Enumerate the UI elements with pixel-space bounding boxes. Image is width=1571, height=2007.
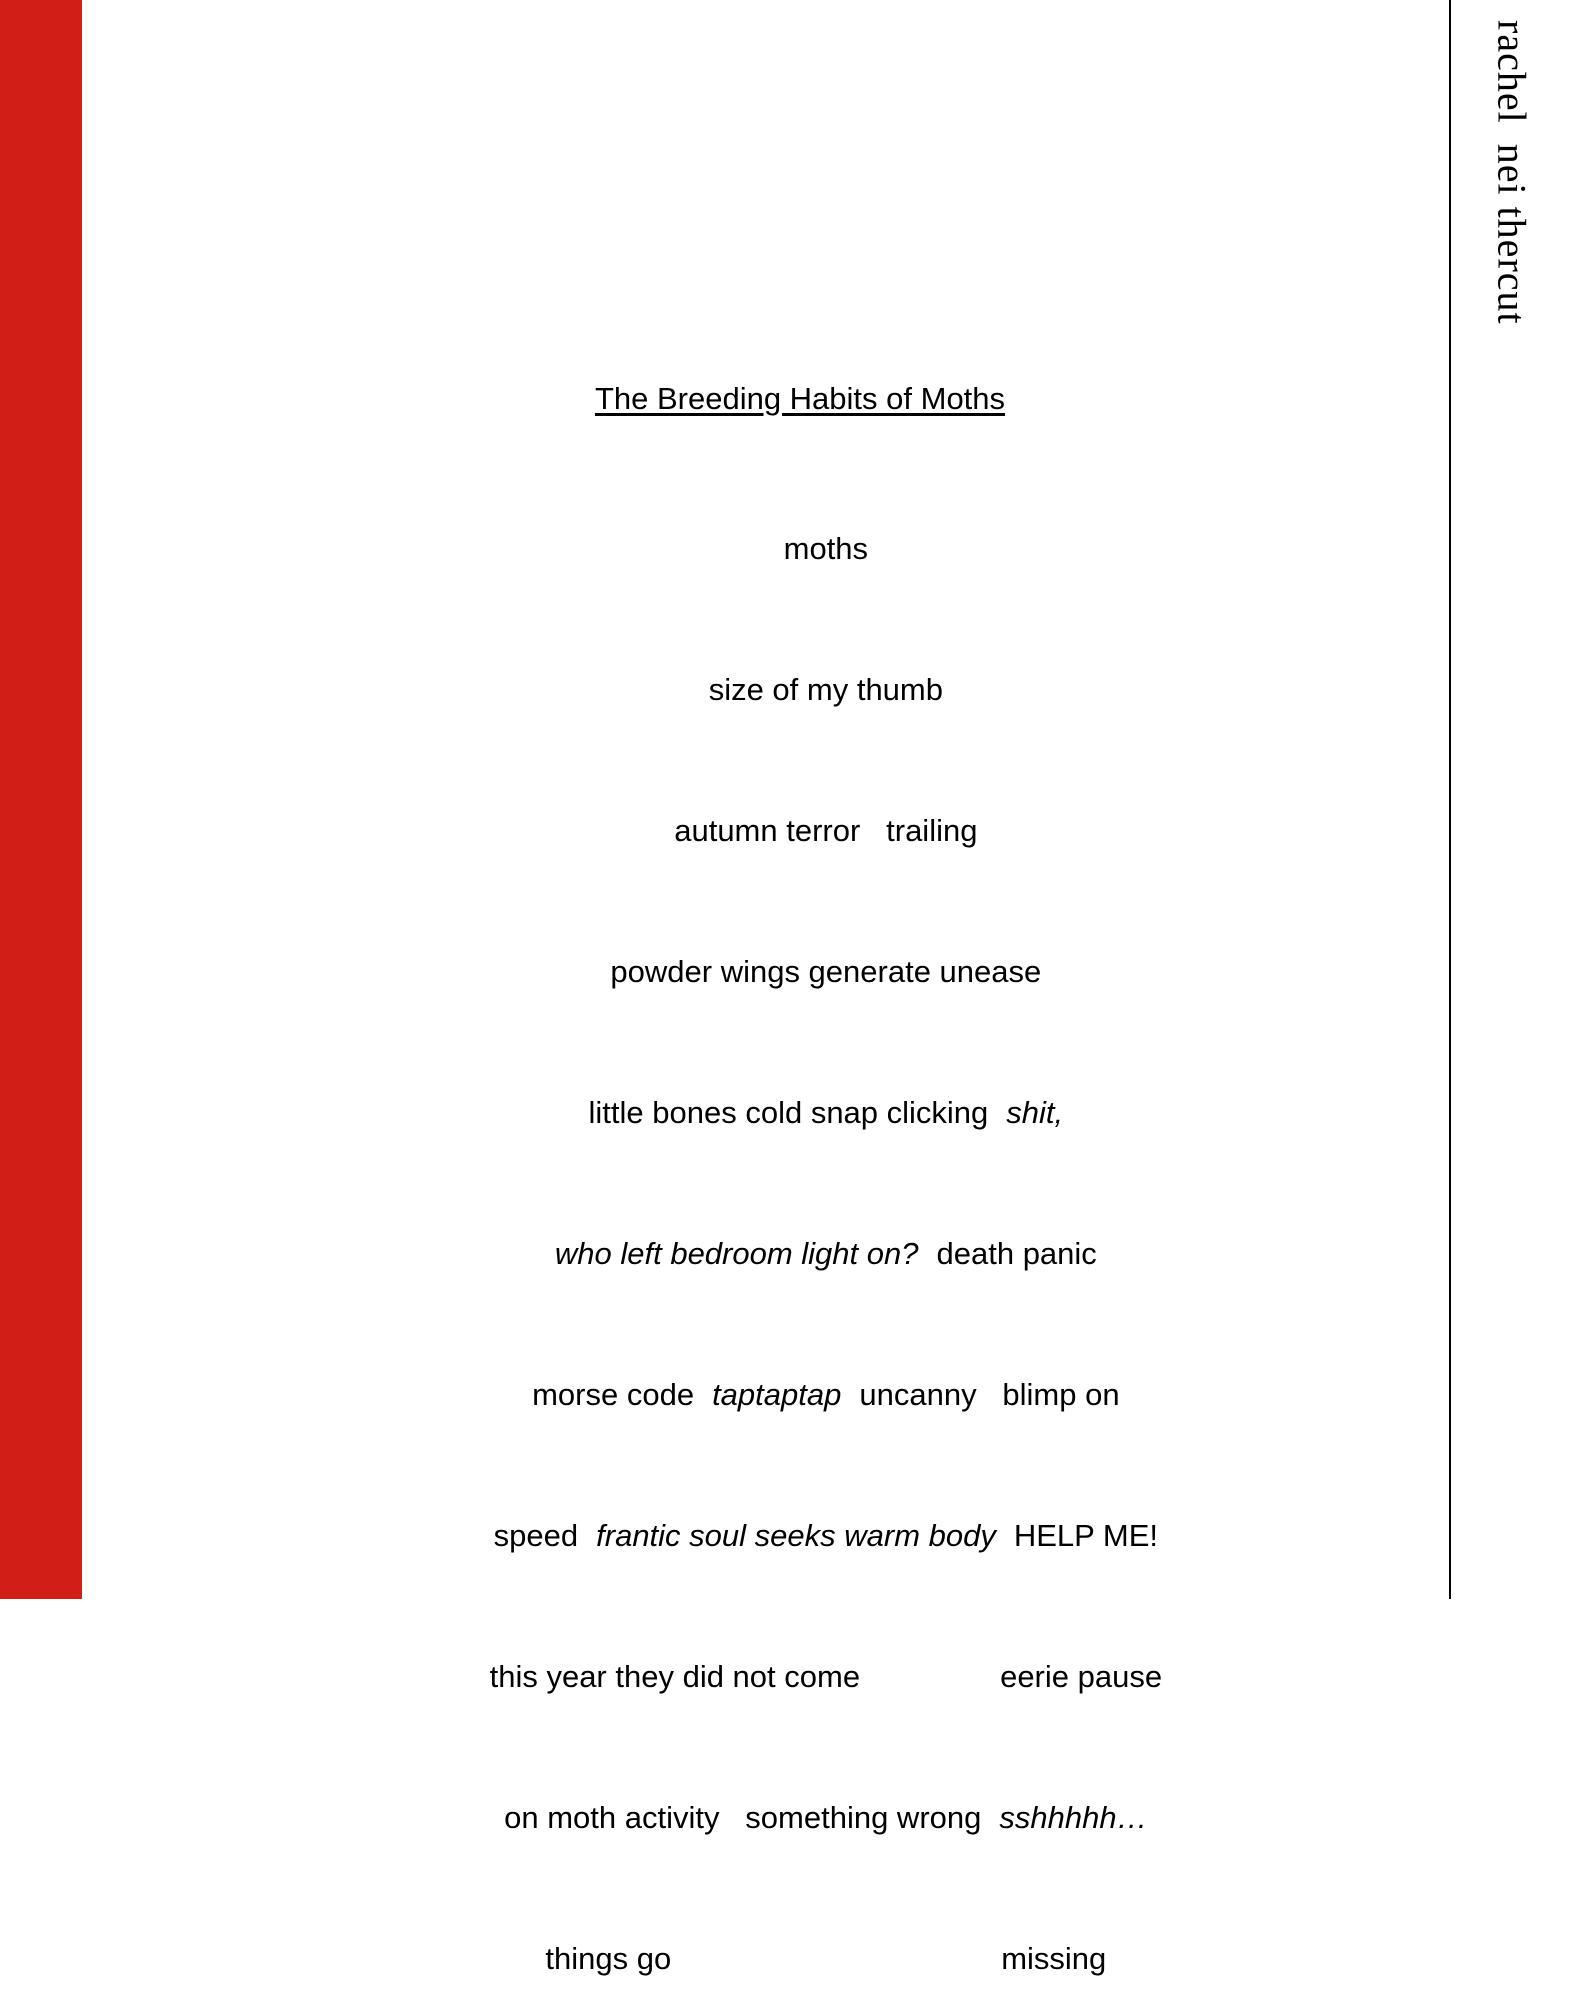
right-margin-rule (1449, 0, 1451, 1599)
poem-body (300, 380, 1300, 2005)
poem-line (300, 1912, 1300, 2005)
poem-line (300, 502, 1300, 595)
poem-line-text: powder wings generate unease (610, 954, 1042, 990)
poem-line-text: autumn terror trailing (674, 813, 978, 849)
author-credit-text (1488, 20, 1535, 325)
poem-line (300, 925, 1300, 1018)
poem-line-emphasis: taptaptap (712, 1377, 842, 1413)
poem-line-text: eerie pause (1000, 1659, 1163, 1695)
poem-line-text: this year they did not come (489, 1659, 861, 1695)
poem-line-text: size of my thumb (708, 672, 943, 708)
poem-line-emphasis: who left bedroom light on? (554, 1236, 919, 1272)
poem-line-text: missing (1001, 1941, 1107, 1977)
poem-title: The Breeding Habits of Moths (594, 381, 1006, 416)
poem-line-emphasis: sshhhhh… (999, 1800, 1148, 1836)
author-credit-margin (1452, 0, 1571, 1599)
poem-line-text: moths (783, 531, 869, 567)
poem-line-text: morse code (532, 1377, 695, 1413)
poem-line (300, 784, 1300, 877)
poem-line-text: things go (545, 1941, 672, 1977)
poem-line (300, 1207, 1300, 1300)
poem-line (300, 1771, 1300, 1864)
poem-line (300, 643, 1300, 736)
poem-line-text: little bones cold snap clicking (588, 1095, 989, 1131)
poem-line-emphasis: shit, (1006, 1095, 1064, 1131)
poem-line-text: speed (493, 1518, 579, 1554)
left-red-band (0, 0, 82, 1599)
poem-line-text: death panic (936, 1236, 1097, 1272)
poem-line-text: HELP ME! (1013, 1518, 1159, 1554)
poem-line-text: on moth activity something wrong (504, 1800, 982, 1836)
author-first-name: rachel (1489, 20, 1534, 124)
poem-line (300, 1066, 1300, 1159)
author-last-name: nei thercut (1489, 143, 1534, 325)
poem-line (300, 1348, 1300, 1441)
poem-line-text: uncanny blimp on (859, 1377, 1120, 1413)
poem-line-emphasis: frantic soul seeks warm body (596, 1518, 996, 1554)
poem-line (300, 1489, 1300, 1582)
poem-line (300, 1630, 1300, 1723)
